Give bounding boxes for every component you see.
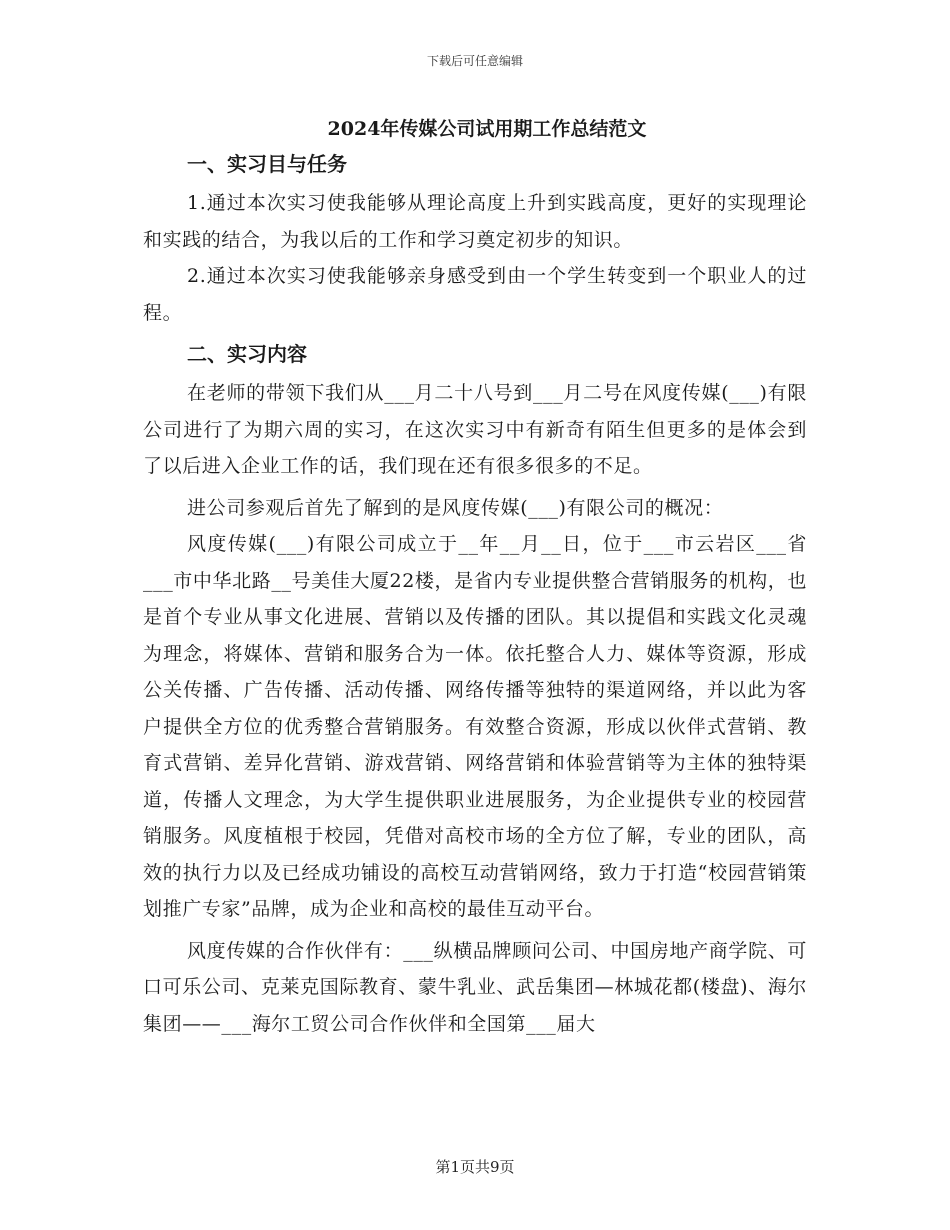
section-heading-content: 二、实习内容 [187,342,307,366]
content-paragraph: 风度传媒的合作伙伴有：___纵横品牌顾问公司、中国房地产商学院、可口可乐公司、克莱克国际教育、蒙牛乳业、武岳集团—林城花都(楼盘)、海尔集团——___海尔工贸公司合作伙伴和全国第___届大 [143,939,807,1035]
page-number: 第1页共9页 [435,1158,515,1176]
goal-item-1: 1.通过本次实习使我能够从理论高度上升到实践高度，更好的实现理论和实践的结合，为我以后的工作和学习奠定初步的知识。 [143,192,807,251]
content-paragraph: 在老师的带领下我们从___月二十八号到___月二号在风度传媒(___)有限公司进行了为期六周的实习，在这次实习中有新奇有陌生但更多的是体会到了以后进入企业工作的话，我们现在还有很多很多的不足。 [143,382,807,477]
goal-item-2: 2.通过本次实习使我能够亲身感受到由一个学生转变到一个职业人的过程。 [143,265,807,324]
page-header-note: 下载后可任意编辑 [426,54,523,68]
content-paragraph: 进公司参观后首先了解到的是风度传媒(___)有限公司的概况： [187,496,724,519]
document-title: 2024年传媒公司试用期工作总结范文 [327,118,647,140]
document-body [143,112,807,1042]
section-heading-goals: 一、实习目与任务 [187,152,347,176]
content-paragraph: 风度传媒(___)有限公司成立于__年__月__日，位于___市云岩区___省___市中华北路__号美佳大厦22楼，是省内专业提供整合营销服务的机构，也是首个专业从事文化进展、营销以及传播的团队。其以提倡和实践文化灵魂为理念，将媒体、营销和服务合为一体。依托整合人力、媒体等资源，形成公关传播、广告传播、活动传播、网络传播等独特的渠道网络，并以此为客户提供全方位的优秀整合营销服务。有效整合资源，形成以伙伴式营销、教育式营销、差异化营销、游戏营销、网络营销和体验营销等为主体的独特渠道，传播人文理念，为大学生提供职业进展服务，为企业提供专业的校园营销服务。风度植根于校园，凭借对高校市场的全方位了解，专业的团队，高效的执行力以及已经成功铺设的高校互动营销网络，致力于打造“校园营销策划推广专家”品牌，成为企业和高校的最佳互动平台。 [143,533,807,920]
